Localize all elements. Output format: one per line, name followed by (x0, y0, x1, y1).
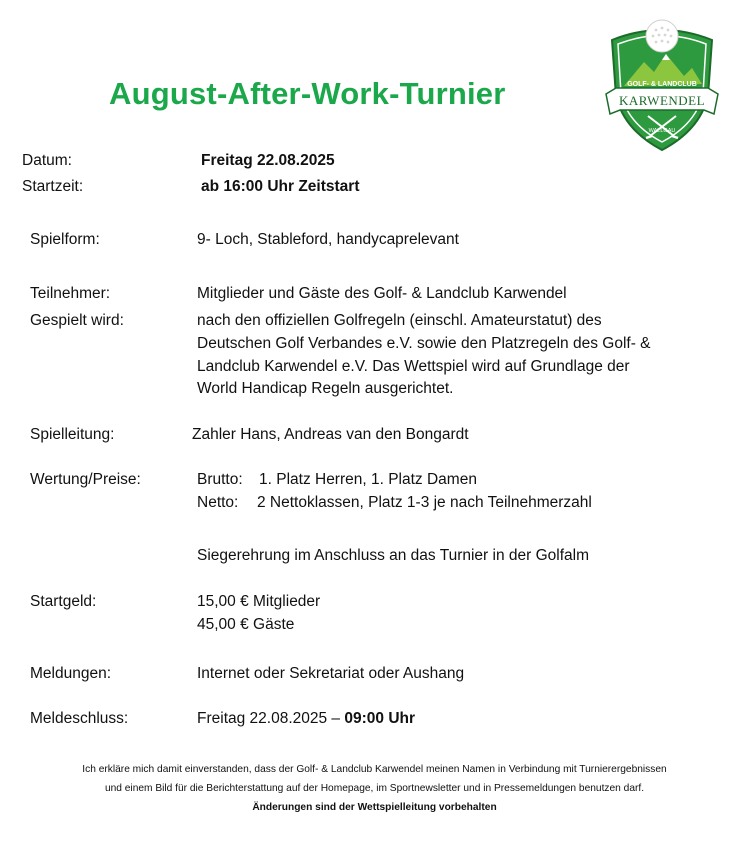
teilnehmer-label: Teilnehmer: (30, 285, 111, 302)
consent-line: und einem Bild für die Berichterstattung auf der Homepage, im Sportnewsletter und in Pressemeldungen benutzen darf. (104, 783, 645, 794)
page-title: August-After-Work-Turnier (109, 76, 506, 111)
spielleitung-label: Spielleitung: (30, 426, 115, 443)
spielform-label: Spielform: (30, 231, 100, 248)
disclaimer-line: Änderungen sind der Wettspielleitung vorbehalten (252, 802, 497, 813)
siegerehrung-text: Siegerehrung im Anschluss an das Turnier in der Golfalm (197, 547, 590, 564)
startgeld-mitglieder: 15,00 € Mitglieder (197, 593, 321, 610)
meldungen-label: Meldungen: (30, 665, 112, 682)
brutto-label: Brutto: (197, 471, 243, 488)
gespielt-label: Gespielt wird: (30, 312, 124, 329)
meldeschluss-time: 09:00 Uhr (344, 710, 416, 727)
logo-place: WALLGAU (648, 128, 676, 134)
logo-name: KARWENDEL (618, 93, 706, 108)
logo-golf-ball (646, 20, 678, 52)
gespielt-line: World Handicap Regeln ausgerichtet. (197, 380, 454, 397)
wertung-label: Wertung/Preise: (30, 471, 141, 488)
consent-line: Ich erkläre mich damit einverstanden, dass der Golf- & Landclub Karwendel meinen Namen in Verbindung mit Turnierergebnissen (82, 764, 667, 775)
gespielt-line: Landclub Karwendel e.V. Das Wettspiel wird auf Grundlage der (197, 358, 630, 375)
gespielt-line: Deutschen Golf Verbandes e.V. sowie den Platzregeln des Golf- & (197, 335, 651, 352)
startzeit-value: ab 16:00 Uhr Zeitstart (201, 178, 360, 195)
startgeld-label: Startgeld: (30, 593, 97, 610)
meldeschluss-label: Meldeschluss: (30, 710, 129, 727)
netto-label: Netto: (197, 494, 239, 511)
consent-footer (0, 760, 749, 817)
datum-value: Freitag 22.08.2025 (201, 152, 335, 169)
teilnehmer-value: Mitglieder und Gäste des Golf- & Landclub Karwendel (197, 285, 567, 302)
datum-label: Datum: (22, 152, 72, 169)
startgeld-gaeste: 45,00 € Gäste (197, 616, 295, 633)
netto-value: 2 Nettoklassen, Platz 1-3 je nach Teilnehmerzahl (257, 494, 592, 511)
startzeit-label: Startzeit: (22, 178, 84, 195)
club-logo (604, 18, 720, 154)
spielleitung-value: Zahler Hans, Andreas van den Bongardt (192, 426, 469, 443)
logo-top-text: GOLF- & LANDCLUB (627, 81, 697, 88)
gespielt-line: nach den offiziellen Golfregeln (einschl. Amateurstatut) des (197, 312, 602, 329)
meldeschluss-value (197, 708, 415, 730)
meldungen-value: Internet oder Sekretariat oder Aushang (197, 665, 465, 682)
meldeschluss-date: Freitag 22.08.2025 – (197, 710, 341, 727)
spielform-value: 9- Loch, Stableford, handycaprelevant (197, 231, 459, 248)
brutto-value: 1. Platz Herren, 1. Platz Damen (259, 471, 477, 488)
